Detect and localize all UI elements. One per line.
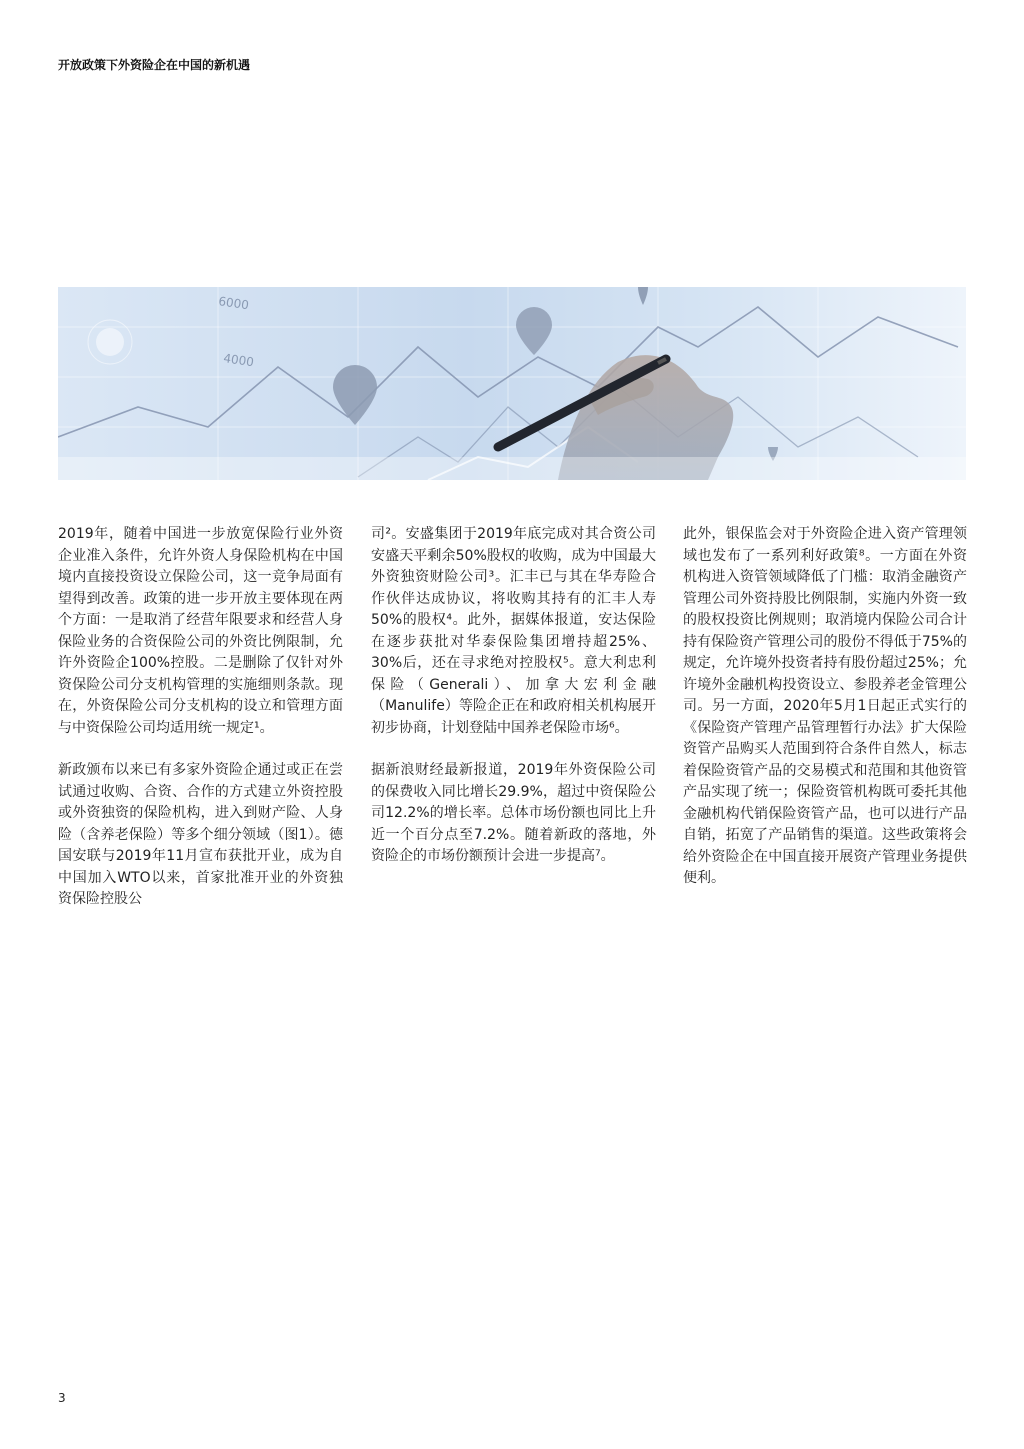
text-column-2: [371, 524, 656, 889]
text-column-1: [58, 524, 343, 932]
text-column-3: [683, 524, 967, 911]
hero-axis-label-6000: 6000: [217, 294, 250, 313]
column-1-paragraph-2: 新政颁布以来已有多家外资险企通过或正在尝试通过收购、合资、合作的方式建立外资控股或外资独资的保险机构，进入到财产险、人身险（含养老保险）等多个细分领域（图1）。德国安联与2019年11月宣布获批开业，成为自中国加入WTO以来，首家批准开业的外资独资保险控股公: [58, 762, 343, 907]
hero-image: [58, 287, 966, 480]
page-number: 3: [58, 1391, 66, 1405]
page-header-title: 开放政策下外资险企在中国的新机遇: [58, 58, 251, 72]
column-2-paragraph-2: 据新浪财经最新报道，2019年外资保险公司的保费收入同比增长29.9%，超过中资保险公司12.2%的增长率。总体市场份额也同比上升近一个百分点至7.2%。随着新政的落地，外资险企的市场份额预计会进一步提高⁷。: [371, 762, 656, 864]
column-2-paragraph-1: 司²。安盛集团于2019年底完成对其合资公司安盛天平剩余50%股权的收购，成为中国最大外资独资财险公司³。汇丰已与其在华寿险合作伙伴达成协议，将收购其持有的汇丰人寿50%的股权⁴。此外，据媒体报道，安达保险在逐步获批对华泰保险集团增持超25%、30%后，还在寻求绝对控股权⁵。意大利忠利保险（Generali）、加拿大宏利金融（Manulife）等险企正在和政府相关机构展开初步协商，计划登陆中国养老保险市场⁶。: [371, 526, 656, 736]
hero-axis-label-4000: 4000: [222, 351, 255, 370]
column-3-paragraph-1: 此外，银保监会对于外资险企进入资产管理领域也发布了一系列利好政策⁸。一方面在外资机构进入资管领域降低了门槛：取消金融资产管理公司外资持股比例限制，实施内外资一致的股权投资比例规则；取消境内保险公司合计持有保险资产管理公司的股份不得低于75%的规定，允许境外投资者持有股份超过25%；允许境外金融机构投资设立、参股养老金管理公司。另一方面，2020年5月1日起正式实行的《保险资产管理产品管理暂行办法》扩大保险资管产品购买人范围到符合条件自然人，标志着保险资管产品的交易模式和范围和其他资管产品实现了统一；保险资管机构既可委托其他金融机构代销保险资管产品，也可以进行产品自销，拓宽了产品销售的渠道。这些政策将会给外资险企在中国直接开展资产管理业务提供便利。: [683, 526, 967, 886]
column-1-paragraph-1: 2019年，随着中国进一步放宽保险行业外资企业准入条件，允许外资人身保险机构在中国境内直接投资设立保险公司，这一竞争局面有望得到改善。政策的进一步开放主要体现在两个方面：一是取消了经营年限要求和经营人身保险业务的合资保险公司的外资比例限制，允许外资险企100%控股。二是删除了仅针对外资保险公司分支机构管理的实施细则条款。现在，外资保险公司分支机构的设立和管理方面与中资保险公司均适用统一规定¹。: [58, 526, 343, 736]
